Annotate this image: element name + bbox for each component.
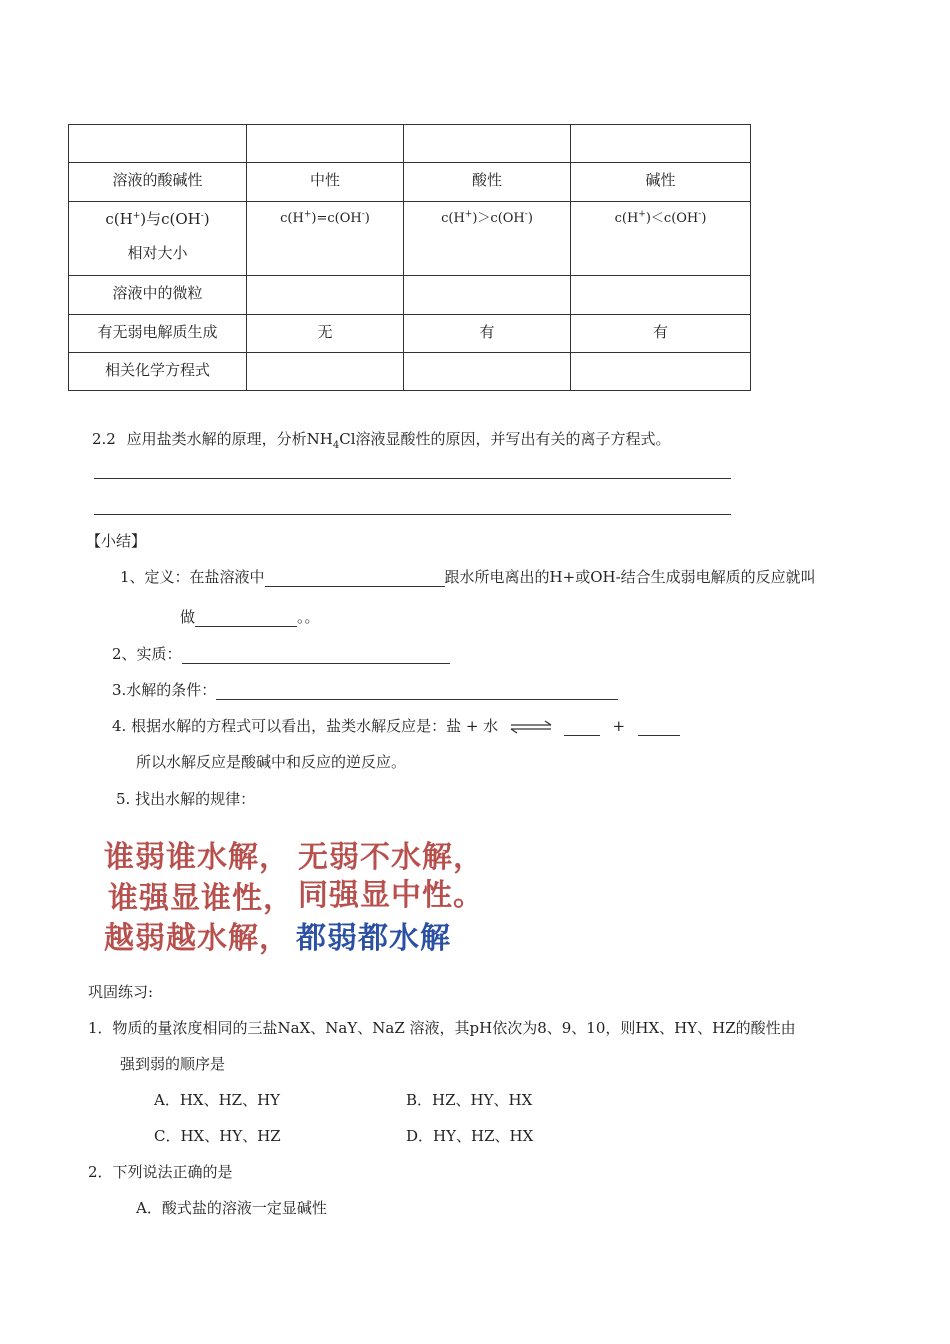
row-label: 有无弱电解质生成 — [69, 315, 247, 353]
summary-item-1-cont: 做 。。 — [180, 608, 320, 626]
row-label — [69, 202, 247, 276]
answer-line-2[interactable] — [94, 514, 731, 515]
rule-3a: 越弱越水解， — [104, 921, 290, 956]
option-c[interactable]: C．HX、HY、HZ — [154, 1127, 281, 1145]
blank-field[interactable] — [638, 719, 680, 736]
table-cell — [247, 353, 404, 391]
question-text: 应用盐类水解的原理，分析$NH_4Cl$溶液显酸性的原因，并写出有关的离子方程式。 — [126, 430, 671, 451]
table-cell — [404, 125, 571, 163]
table-cell: 有 — [404, 315, 571, 353]
table-cell — [247, 125, 404, 163]
equilibrium-arrow-icon — [509, 720, 553, 734]
rule-1a: 谁弱谁水解， — [104, 840, 290, 875]
rule-2b: 同强显中性。 — [298, 878, 484, 913]
table-cell: c(H+)＜c(OH-) — [571, 202, 751, 276]
option-d[interactable]: D．HY、HZ、HX — [406, 1127, 534, 1145]
table-cell: 无 — [247, 315, 404, 353]
table-cell: 碱性 — [571, 163, 751, 202]
option-a[interactable]: A．酸式盐的溶液一定显碱性 — [136, 1199, 327, 1217]
table-header-row — [69, 125, 751, 163]
table-cell: c(H+)＞c(OH-) — [404, 202, 571, 276]
row-label: 溶液的酸碱性 — [69, 163, 247, 202]
option-a[interactable]: A．HX、HZ、HY — [154, 1091, 281, 1109]
question-2-2 — [92, 428, 671, 449]
table-cell — [404, 276, 571, 315]
practice-q1: 1．物质的量浓度相同的三盐NaX、NaY、NaZ 溶液，其pH依次为8、9、10，则HX、HY、HZ的酸性由 — [88, 1019, 796, 1037]
row-label-line1: c(H+)与c(OH-) — [105, 210, 210, 228]
table-cell — [69, 125, 247, 163]
table-cell — [571, 125, 751, 163]
summary-item-1: 1、定义：在盐溶液中 跟水所电离出的H+或OH-结合生成弱电解质的反应就叫 — [120, 568, 816, 586]
table-cell: 有 — [571, 315, 751, 353]
table-cell — [571, 353, 751, 391]
blank-field[interactable] — [195, 610, 297, 627]
table-cell: 中性 — [247, 163, 404, 202]
summary-title: 【小结】 — [86, 532, 147, 550]
practice-q2: 2．下列说法正确的是 — [88, 1163, 233, 1181]
practice-title: 巩固练习: — [88, 983, 154, 1001]
summary-item-2: 2、实质： — [112, 643, 450, 664]
rule-1b: 无弱不水解， — [298, 840, 484, 875]
summary-item-4-cont: 所以水解反应是酸碱中和反应的逆反应。 — [136, 753, 407, 771]
question-number: 2.2 — [92, 430, 116, 448]
row-label: 溶液中的微粒 — [69, 276, 247, 315]
table-cell — [571, 276, 751, 315]
blank-field[interactable] — [216, 683, 618, 700]
answer-line-1[interactable] — [94, 478, 731, 479]
option-b[interactable]: B．HZ、HY、HX — [406, 1091, 533, 1109]
summary-item-3: 3.水解的条件： — [112, 679, 618, 700]
blank-field[interactable] — [564, 719, 600, 736]
rule-2a: 谁强显谁性， — [108, 881, 294, 916]
summary-item-5: 5. 找出水解的规律： — [116, 790, 256, 808]
table-row — [69, 276, 751, 315]
table-cell: c(H+)=c(OH-) — [247, 202, 404, 276]
table-cell — [247, 276, 404, 315]
blank-field[interactable] — [182, 647, 450, 664]
summary-item-4: 4. 根据水解的方程式可以看出，盐类水解反应是：盐 + 水 + — [112, 715, 680, 736]
row-label: 相关化学方程式 — [69, 353, 247, 391]
blank-field[interactable] — [265, 570, 445, 587]
table-cell: 酸性 — [404, 163, 571, 202]
row-label-line2: 相对大小 — [127, 244, 188, 262]
practice-q1-cont: 强到弱的顺序是 — [120, 1055, 226, 1073]
acidity-table — [68, 124, 751, 391]
rule-3b: 都弱都水解 — [296, 921, 451, 956]
table-cell — [404, 353, 571, 391]
table-row — [69, 315, 751, 353]
table-row — [69, 353, 751, 391]
table-row — [69, 163, 751, 202]
table-row — [69, 202, 751, 276]
